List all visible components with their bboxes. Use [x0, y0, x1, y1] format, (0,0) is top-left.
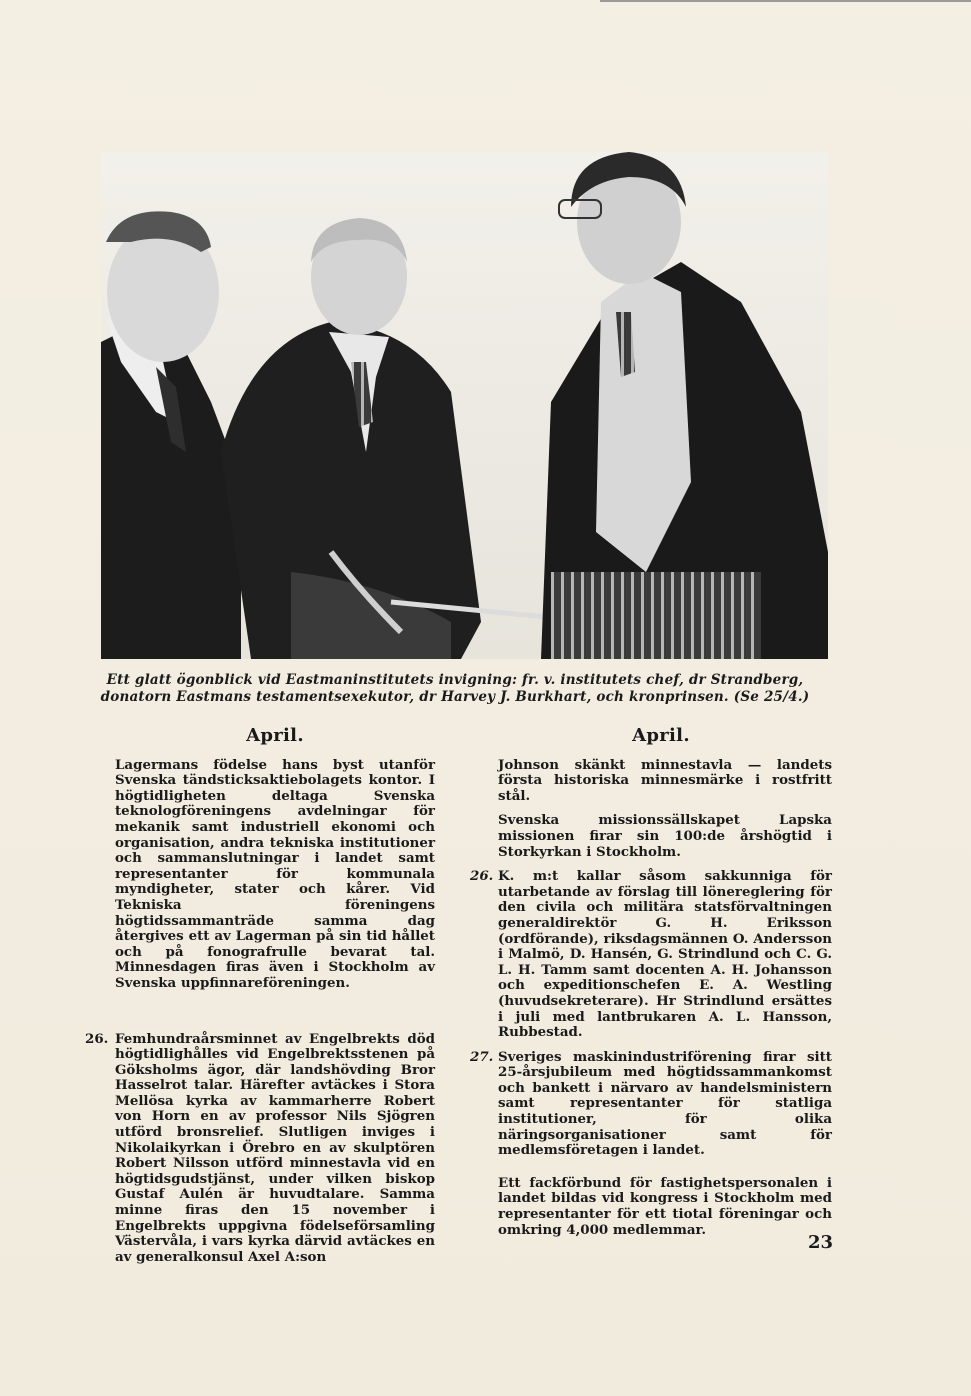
photo-caption	[84, 672, 826, 706]
day-number: 26.	[470, 868, 494, 885]
month-heading: April.	[246, 725, 304, 746]
entry	[85, 1032, 435, 1266]
caption-line: donatorn Eastmans testamentsexekutor, dr Harvey J. Burkhart, och kronprinsen. (Se 25/4.)	[100, 689, 810, 705]
page-number: 23	[808, 1232, 834, 1253]
day-number	[470, 1176, 498, 1238]
entry	[470, 813, 832, 860]
day-number	[470, 758, 498, 805]
photo-illustration	[101, 152, 828, 659]
entry	[85, 758, 435, 992]
month-heading: April.	[632, 725, 690, 746]
entry-text: Johnson skänkt minnestavla — landets första historiska minnesmärke i rostfritt stål.	[498, 756, 832, 804]
entry	[470, 1050, 832, 1159]
day-number: 27.	[470, 1048, 494, 1065]
day-number: 26.	[85, 1030, 109, 1047]
day-number	[470, 813, 498, 860]
left-column	[85, 725, 435, 1265]
entry-text: K. m:t kallar såsom sakkunniga för utarbetande av förslag till lönereglering för den civila och militära statsförvaltningen generaldirektör G. H. Eriksson (ordförande), riksdagsmännen O. Andersson i Malmö, D. Hansén, G. Strindlund och C. G. L. H. Tamm samt docenten A. H. Johansson och expeditionschefen E. A. Westling (huvudsekreterare). Hr Strindlund ersättes i juli med lantbrukaren A. L. Hansson, Rubbestad.	[498, 868, 832, 1041]
photograph	[101, 152, 828, 659]
entry-text: Ett fackförbund för fastighetspersonalen i landet bildas vid kongress i Stockholm med representanter för ett tiotal föreningar och omkring 4,000 medlemmar.	[498, 1174, 832, 1238]
entry-text: Femhundraårsminnet av Engelbrekts död högtidlighålles vid Engelbrektsstenen på Göksholms ägor, där landshövding Bror Hasselrot talar. Härefter avtäckes i Stora Mellösa kyrka av kammarherre Robert von Horn en av professor Nils Sjögren utförd bronsrelief. Slutligen inviges i Nikolaikyrkan i Örebro en av skulptören Robert Nilsson utförd minnestavla vid en högtidsgudstjänst, under vilken biskop Gustaf Aulén är huvudtalare. Samma minne firas den 15 november i Engelbrekts uppgivna födelseförsamling Västervåla, i vars kyrka därvid avtäckes en av generalkonsul Axel A:son	[115, 1030, 435, 1265]
entry-text: Sveriges maskinindustriförening firar sitt 25-årsjubileum med högtidssammankomst och bankett i närvaro av handelsministern samt representanter för statliga institutioner, för olika näringsorganisationer samt för medlemsföretagen i landet.	[498, 1048, 832, 1159]
entry-text: Lagermans födelse hans byst utanför Svenska tändsticksaktiebolagets kontor. I högtidligheten deltaga Svenska teknologföreningens avdelningar för mekanik samt industriell ekonomi och organisation, andra tekniska institutioner och sammanslutningar i landet samt representanter för kommunala myndigheter, stater och kårer. Vid Tekniska föreningens högtidssammanträde samma dag återgives ett av Lagerman på sin tid hållet och på fonografrulle bevarat tal. Minnesdagen firas även i Stockholm av Svenska uppfinnareföreningen.	[115, 756, 435, 991]
day-number	[85, 758, 115, 992]
right-column	[470, 725, 832, 1238]
entry	[470, 758, 832, 805]
caption-line: Ett glatt ögonblick vid Eastmaninstitutets invigning: fr. v. institutets chef, dr Strandberg,	[106, 672, 804, 688]
scan-edge	[600, 0, 971, 2]
entry-text: Svenska missionssällskapet Lapska missionen firar sin 100:de årshögtid i Storkyrkan i Stockholm.	[498, 812, 832, 860]
entry	[470, 1176, 832, 1238]
entry	[470, 869, 832, 1041]
